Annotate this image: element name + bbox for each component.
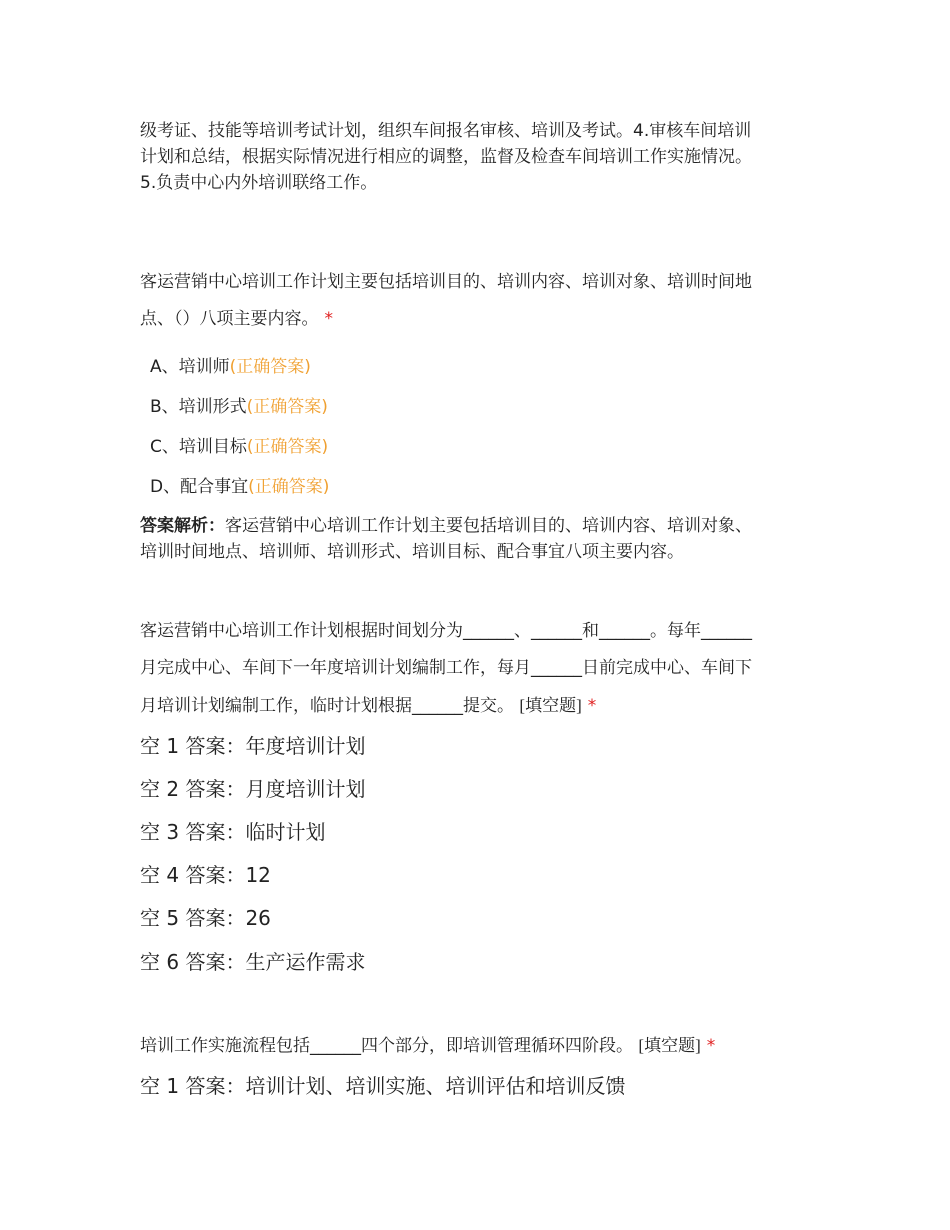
blank-answer: 空 4 答案：12 [140, 863, 271, 887]
required-mark: * [706, 1036, 716, 1056]
text-line: 培训时间地点、培训师、培训形式、培训目标、配合事宜八项主要内容。 [140, 542, 684, 562]
blank-answer: 空 6 答案：生产运作需求 [140, 950, 366, 974]
question-1 [140, 264, 820, 338]
correct-answer-mark: (正确答案) [248, 477, 330, 497]
answer-analysis: 答案解析：客运营销中心培训工作计划主要包括培训目的、培训内容、培训对象、 培训时间地点、培训师、培训形式、培训目标、配合事宜八项主要内容。 [140, 513, 820, 565]
question-text: 月完成中心、车间下一年度培训计划编制工作，每月______日前完成中心、车间下 [140, 658, 752, 678]
question-2: 客运营销中心培训工作计划根据时间划分为______、______和______。每年______ 月完成中心、车间下一年度培训计划编制工作，每月______日前完成中心、车间下 月培训计划编制工作，临时计划根据______提交。 [填空题] * [140, 613, 820, 725]
question-text: 点、（）八项主要内容。 [140, 309, 319, 329]
blank-answer: 空 1 答案：年度培训计划 [140, 734, 366, 758]
text-line: 计划和总结，根据实际情况进行相应的调整，监督及检查车间培训工作实施情况。 [140, 147, 752, 167]
intro-paragraph [140, 118, 820, 196]
option-c: C、培训目标(正确答案) [150, 437, 329, 457]
blank-answer: 空 3 答案：临时计划 [140, 820, 326, 844]
correct-answer-mark: (正确答案) [246, 397, 328, 417]
blank-answer: 空 1 答案：培训计划、培训实施、培训评估和培训反馈 [140, 1074, 626, 1098]
analysis-label: 答案解析： [140, 516, 225, 536]
question-text: 客运营销中心培训工作计划根据时间划分为______、______和______。每年______ [140, 621, 752, 641]
correct-answer-mark: (正确答案) [229, 357, 311, 377]
required-mark: * [587, 696, 597, 716]
question-text: 客运营销中心培训工作计划主要包括培训目的、培训内容、培训对象、培训时间地 [140, 272, 752, 292]
required-mark: * [324, 309, 333, 329]
blank-answer: 空 5 答案：26 [140, 906, 271, 930]
text-line: 级考证、技能等培训考试计划，组织车间报名审核、培训及考试。4.审核车间培训 [140, 121, 752, 141]
question-3: 培训工作实施流程包括______四个部分，即培训管理循环四阶段。 [填空题] * [140, 1036, 716, 1056]
blank-answer: 空 2 答案：月度培训计划 [140, 777, 366, 801]
text-line: 5.负责中心内外培训联络工作。 [140, 173, 378, 193]
question-type-tag: [填空题] [519, 696, 582, 715]
question-type-tag: [填空题] [638, 1036, 701, 1055]
option-d: D、配合事宜(正确答案) [150, 477, 330, 497]
option-b: B、培训形式(正确答案) [150, 397, 328, 417]
correct-answer-mark: (正确答案) [246, 437, 329, 457]
option-a: A、培训师(正确答案) [150, 357, 311, 377]
